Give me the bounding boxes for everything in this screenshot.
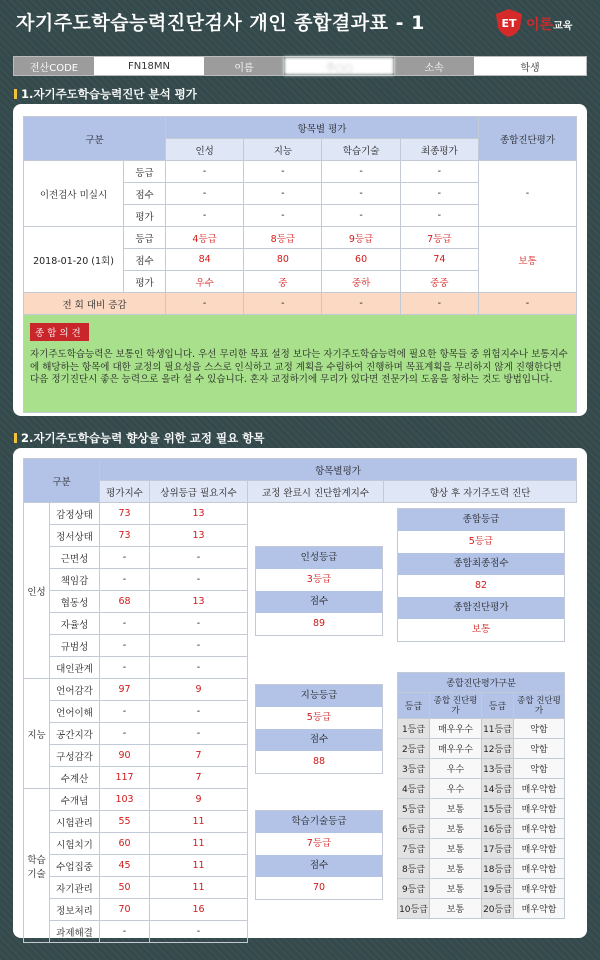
grade-cell: 9등급 bbox=[398, 879, 430, 899]
item-score: 70 bbox=[100, 899, 150, 921]
info-value-affiliation: 학생 bbox=[474, 57, 586, 75]
item-need: - bbox=[150, 657, 248, 679]
item-name: 언어감각 bbox=[50, 679, 100, 701]
col-items-header: 항목별 평가 bbox=[166, 117, 479, 139]
cell: - bbox=[166, 183, 244, 205]
item-score: 90 bbox=[100, 745, 150, 767]
grade-eval-cell: 우수 bbox=[430, 779, 482, 799]
grade-cell: 5등급 bbox=[398, 799, 430, 819]
grade-cell: 8등급 bbox=[398, 859, 430, 879]
complete-score-label: 점수 bbox=[256, 729, 382, 751]
item-need: 13 bbox=[150, 503, 248, 525]
cur-total: 보통 bbox=[479, 227, 577, 293]
item-name: 시험치기 bbox=[50, 833, 100, 855]
grade-eval-cell: 매우우수 bbox=[430, 719, 482, 739]
item-score: - bbox=[100, 723, 150, 745]
item-score: 68 bbox=[100, 591, 150, 613]
grade-scale-header: 종합 진단평가 bbox=[430, 693, 482, 719]
item-need: 11 bbox=[150, 877, 248, 899]
item-need: 16 bbox=[150, 899, 248, 921]
item-need: 11 bbox=[150, 833, 248, 855]
item-need: - bbox=[150, 701, 248, 723]
grade-cell: 18등급 bbox=[482, 859, 514, 879]
item-need: 7 bbox=[150, 767, 248, 789]
info-label-name: 이름 bbox=[204, 57, 284, 75]
item-score: 55 bbox=[100, 811, 150, 833]
item-score: - bbox=[100, 569, 150, 591]
after-final-label: 종합최종점수 bbox=[398, 553, 564, 575]
prev-total: - bbox=[479, 161, 577, 227]
grade-cell: 17등급 bbox=[482, 839, 514, 859]
complete-box-intelligence bbox=[255, 684, 383, 774]
cell: - bbox=[322, 161, 400, 183]
grade-cell: 10등급 bbox=[398, 899, 430, 919]
sub-header: 교정 완료시 진단합계지수 bbox=[248, 481, 384, 503]
item-need: 13 bbox=[150, 591, 248, 613]
cell: - bbox=[166, 161, 244, 183]
sub-header: 향상 후 자기주도력 진단 bbox=[384, 481, 577, 503]
section1-card bbox=[13, 104, 587, 416]
cell: - bbox=[400, 205, 478, 227]
item-need: - bbox=[150, 613, 248, 635]
complete-grade: 7등급 bbox=[256, 833, 382, 855]
item-score: - bbox=[100, 547, 150, 569]
grade-cell: 13등급 bbox=[482, 759, 514, 779]
grade-cell: 11등급 bbox=[482, 719, 514, 739]
grade-scale-row bbox=[398, 819, 565, 839]
grade-scale-row bbox=[398, 739, 565, 759]
col-group-header: 구분 bbox=[24, 117, 166, 161]
item-score: 103 bbox=[100, 789, 150, 811]
section1-title: 1.자기주도학습능력진단 분석 평가 bbox=[14, 86, 197, 102]
cell: - bbox=[479, 293, 577, 315]
item-header: 인성 bbox=[166, 139, 244, 161]
item-need: - bbox=[150, 569, 248, 591]
item-name: 정서상태 bbox=[50, 525, 100, 547]
item-name: 자기관리 bbox=[50, 877, 100, 899]
grade-scale-body bbox=[398, 719, 565, 919]
item-score: 73 bbox=[100, 525, 150, 547]
item-need: - bbox=[150, 723, 248, 745]
grade-scale-header: 등급 bbox=[482, 693, 514, 719]
sub-header: 상위등급 필요지수 bbox=[150, 481, 248, 503]
grade-eval-cell: 매우약함 bbox=[514, 859, 565, 879]
section2-title: 2.자기주도학습능력 향상을 위한 교정 필요 항목 bbox=[14, 430, 264, 446]
shield-logo-icon bbox=[494, 8, 524, 38]
section2-card bbox=[13, 448, 587, 938]
complete-score-label: 점수 bbox=[256, 591, 382, 613]
grade-scale-row bbox=[398, 759, 565, 779]
grade-cell: 14등급 bbox=[482, 779, 514, 799]
after-grade: 5등급 bbox=[398, 531, 564, 553]
complete-label: 인성등급 bbox=[256, 547, 382, 569]
item-name: 협동성 bbox=[50, 591, 100, 613]
item-score: 97 bbox=[100, 679, 150, 701]
item-name: 수업집중 bbox=[50, 855, 100, 877]
after-grade-label: 종합등급 bbox=[398, 509, 564, 531]
after-eval-label: 종합진단평가 bbox=[398, 597, 564, 619]
group-label: 인성 bbox=[24, 503, 50, 679]
item-need: 7 bbox=[150, 745, 248, 767]
item-need: 13 bbox=[150, 525, 248, 547]
grade-scale-table bbox=[397, 672, 565, 919]
row-label: 점수 bbox=[124, 249, 166, 271]
grade-scale-header: 종합 진단평가 bbox=[514, 693, 565, 719]
grade-cell: 6등급 bbox=[398, 819, 430, 839]
grade-scale-row bbox=[398, 859, 565, 879]
cell: 60 bbox=[322, 249, 400, 271]
grade-scale-row bbox=[398, 879, 565, 899]
grade-eval-cell: 매우약함 bbox=[514, 799, 565, 819]
item-score: 117 bbox=[100, 767, 150, 789]
cur-label: 2018-01-20 (1회) bbox=[24, 227, 124, 293]
cell: - bbox=[244, 183, 322, 205]
complete-label: 지능등급 bbox=[256, 685, 382, 707]
grade-scale-row bbox=[398, 899, 565, 919]
cell: 8등급 bbox=[244, 227, 322, 249]
group-label: 지능 bbox=[24, 679, 50, 789]
complete-score: 89 bbox=[256, 613, 382, 635]
grade-scale-header: 등급 bbox=[398, 693, 430, 719]
item-score: - bbox=[100, 701, 150, 723]
cell: - bbox=[322, 183, 400, 205]
item-need: - bbox=[150, 635, 248, 657]
cell: - bbox=[400, 161, 478, 183]
item-name: 과제해결 bbox=[50, 921, 100, 943]
item-name: 공간지각 bbox=[50, 723, 100, 745]
grade-eval-cell: 매우약함 bbox=[514, 819, 565, 839]
opinion-box bbox=[23, 315, 577, 413]
grade-scale-row bbox=[398, 839, 565, 859]
after-improvement-box bbox=[397, 508, 565, 642]
item-score: 45 bbox=[100, 855, 150, 877]
cell: - bbox=[400, 293, 478, 315]
cell: - bbox=[244, 205, 322, 227]
item-name: 규범성 bbox=[50, 635, 100, 657]
complete-grade: 5등급 bbox=[256, 707, 382, 729]
item-need: - bbox=[150, 921, 248, 943]
item-header: 지능 bbox=[244, 139, 322, 161]
cell: 84 bbox=[166, 249, 244, 271]
grade-eval-cell: 매우우수 bbox=[430, 739, 482, 759]
grade-eval-cell: 약함 bbox=[514, 759, 565, 779]
grade-eval-cell: 보통 bbox=[430, 799, 482, 819]
opinion-text: 자기주도학습능력은 보통인 학생입니다. 우선 무리한 목표 설정 보다는 자기주도학습능력에 필요한 항목들 중 위험지수나 보통지수에 해당하는 항목에 대한 교정의 필요성을 스스로 인식하고 교정 계획을 수립하여 진행하며 목표계획을 무리하지 않게 진행한다면 다음 정기진단시 좋은 능력으로 올라 설 수 있습니다. 혼자 교정하기에 무리가 있다면 전문가의 도움을 청하는 것도 방법입니다. bbox=[30, 349, 568, 385]
item-need: 9 bbox=[150, 679, 248, 701]
grade-scale-row bbox=[398, 799, 565, 819]
grade-eval-cell: 보통 bbox=[430, 839, 482, 859]
grade-cell: 16등급 bbox=[482, 819, 514, 839]
complete-score-label: 점수 bbox=[256, 855, 382, 877]
page-header bbox=[0, 0, 600, 50]
cell: - bbox=[166, 205, 244, 227]
grade-cell: 3등급 bbox=[398, 759, 430, 779]
row-label: 평가 bbox=[124, 271, 166, 293]
cell: 7등급 bbox=[400, 227, 478, 249]
group-label: 학습기술 bbox=[24, 789, 50, 943]
grade-eval-cell: 약함 bbox=[514, 719, 565, 739]
complete-score: 88 bbox=[256, 751, 382, 773]
item-score: 73 bbox=[100, 503, 150, 525]
grade-eval-cell: 약함 bbox=[514, 739, 565, 759]
col-group-header: 구분 bbox=[24, 459, 100, 503]
grade-eval-cell: 보통 bbox=[430, 899, 482, 919]
item-name: 자율성 bbox=[50, 613, 100, 635]
col-total-header: 종합진단평가 bbox=[479, 117, 577, 161]
cell: 중 bbox=[244, 271, 322, 293]
item-score: 60 bbox=[100, 833, 150, 855]
grade-eval-cell: 매우약함 bbox=[514, 879, 565, 899]
grade-eval-cell: 우수 bbox=[430, 759, 482, 779]
analysis-table bbox=[23, 116, 577, 315]
row-label: 점수 bbox=[124, 183, 166, 205]
cell: 4등급 bbox=[166, 227, 244, 249]
grade-cell: 15등급 bbox=[482, 799, 514, 819]
prev-label: 이전검사 미실시 bbox=[24, 161, 124, 227]
complete-box-personality bbox=[255, 546, 383, 636]
grade-eval-cell: 매우약함 bbox=[514, 839, 565, 859]
item-need: - bbox=[150, 547, 248, 569]
item-score: 50 bbox=[100, 877, 150, 899]
item-name: 수개념 bbox=[50, 789, 100, 811]
cell: 80 bbox=[244, 249, 322, 271]
brand-logo bbox=[494, 8, 586, 38]
row-label: 등급 bbox=[124, 227, 166, 249]
item-score: - bbox=[100, 613, 150, 635]
cell: - bbox=[166, 293, 244, 315]
item-name: 언어이해 bbox=[50, 701, 100, 723]
item-score: - bbox=[100, 657, 150, 679]
grade-cell: 12등급 bbox=[482, 739, 514, 759]
opinion-label: 종합의견 bbox=[30, 323, 89, 341]
cell: 9등급 bbox=[322, 227, 400, 249]
cell: 중중 bbox=[400, 271, 478, 293]
item-score: - bbox=[100, 635, 150, 657]
complete-grade: 3등급 bbox=[256, 569, 382, 591]
grade-scale-title: 종합진단평가구분 bbox=[398, 673, 565, 693]
logo-letters: ET bbox=[501, 17, 517, 30]
complete-label: 학습기술등급 bbox=[256, 811, 382, 833]
info-label-code: 전산CODE bbox=[14, 57, 94, 75]
grade-scale bbox=[397, 672, 565, 919]
info-label-affiliation: 소속 bbox=[394, 57, 474, 75]
cell: 74 bbox=[400, 249, 478, 271]
item-score: - bbox=[100, 921, 150, 943]
cell: - bbox=[322, 205, 400, 227]
grade-eval-cell: 매우약함 bbox=[514, 779, 565, 799]
item-name: 수계산 bbox=[50, 767, 100, 789]
item-name: 시험관리 bbox=[50, 811, 100, 833]
page-title: 자기주도학습능력진단검사 개인 종합결과표 - 1 bbox=[16, 12, 425, 34]
info-value-name: 주○○ bbox=[284, 57, 394, 75]
after-eval: 보통 bbox=[398, 619, 564, 641]
grade-scale-row bbox=[398, 779, 565, 799]
row-label: 등급 bbox=[124, 161, 166, 183]
cell: - bbox=[400, 183, 478, 205]
col-items-header: 항목별평가 bbox=[100, 459, 577, 481]
item-name: 책임감 bbox=[50, 569, 100, 591]
cell: - bbox=[244, 293, 322, 315]
logo-text: 이론교육 bbox=[526, 17, 573, 33]
grade-cell: 4등급 bbox=[398, 779, 430, 799]
item-header: 학습기술 bbox=[322, 139, 400, 161]
complete-score: 70 bbox=[256, 877, 382, 899]
grade-cell: 2등급 bbox=[398, 739, 430, 759]
grade-cell: 7등급 bbox=[398, 839, 430, 859]
grade-eval-cell: 보통 bbox=[430, 819, 482, 839]
student-info-bar bbox=[13, 56, 587, 76]
cell: 우수 bbox=[166, 271, 244, 293]
item-name: 정보처리 bbox=[50, 899, 100, 921]
item-name: 대인관계 bbox=[50, 657, 100, 679]
info-value-code: FN18MN bbox=[94, 57, 204, 75]
cell: - bbox=[322, 293, 400, 315]
grade-scale-row bbox=[398, 719, 565, 739]
grade-cell: 20등급 bbox=[482, 899, 514, 919]
item-name: 근면성 bbox=[50, 547, 100, 569]
grade-cell: 1등급 bbox=[398, 719, 430, 739]
grade-cell: 19등급 bbox=[482, 879, 514, 899]
row-label: 평가 bbox=[124, 205, 166, 227]
item-name: 구성감각 bbox=[50, 745, 100, 767]
diff-label: 전 회 대비 증감 bbox=[24, 293, 166, 315]
item-header: 최종평가 bbox=[400, 139, 478, 161]
item-name: 감정상태 bbox=[50, 503, 100, 525]
complete-box-study-skill bbox=[255, 810, 383, 900]
item-need: 11 bbox=[150, 855, 248, 877]
item-need: 9 bbox=[150, 789, 248, 811]
cell: - bbox=[244, 161, 322, 183]
cell: 중하 bbox=[322, 271, 400, 293]
after-final: 82 bbox=[398, 575, 564, 597]
item-need: 11 bbox=[150, 811, 248, 833]
sub-header: 평가지수 bbox=[100, 481, 150, 503]
grade-eval-cell: 보통 bbox=[430, 879, 482, 899]
grade-eval-cell: 보통 bbox=[430, 859, 482, 879]
grade-eval-cell: 매우약함 bbox=[514, 899, 565, 919]
